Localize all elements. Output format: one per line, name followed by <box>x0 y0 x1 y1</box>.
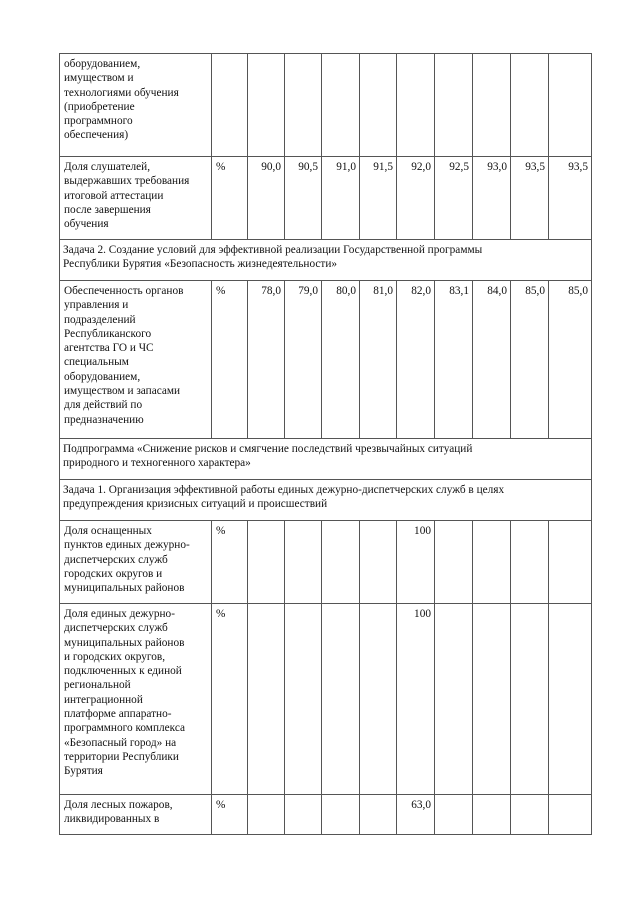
value-cell <box>360 795 397 835</box>
value-cell: 93,5 <box>511 157 549 240</box>
value-cell <box>473 604 511 795</box>
value-cell <box>473 795 511 835</box>
value-cell: 93,0 <box>473 157 511 240</box>
indicator-name: Доля оснащенных пунктов единых дежурно- диспетчерских служб городских округов и муниципальных районов <box>60 521 212 604</box>
value-cell <box>248 604 285 795</box>
value-cell: 100 <box>397 604 435 795</box>
indicator-unit: % <box>212 795 248 835</box>
value-cell <box>248 795 285 835</box>
value-cell <box>511 604 549 795</box>
value-cell: 92,5 <box>435 157 473 240</box>
indicator-name: Доля единых дежурно- диспетчерских служб муниципальных районов и городских округов, подключенных к единой региональной интеграционной платформе аппаратно- программного комплекса «Безопасный город» на территории Республики Бурятия <box>60 604 212 795</box>
value-cell: 90,5 <box>285 157 322 240</box>
indicator-name: оборудованием, имуществом и технологиями обучения (приобретение программного обеспечения) <box>60 54 212 157</box>
table-row <box>60 439 592 480</box>
indicator-unit: % <box>212 281 248 439</box>
subprogram-heading: Подпрограмма «Снижение рисков и смягчение последствий чрезвычайных ситуаций природного и техногенного характера» <box>60 439 592 480</box>
indicator-unit: % <box>212 604 248 795</box>
value-cell: 83,1 <box>435 281 473 439</box>
value-cell: 80,0 <box>322 281 360 439</box>
table-row <box>60 157 592 240</box>
table-row <box>60 54 592 157</box>
value-cell <box>360 54 397 157</box>
value-cell <box>322 54 360 157</box>
task-heading: Задача 1. Организация эффективной работы единых дежурно-диспетчерских служб в целях предупреждения кризисных ситуаций и происшествий <box>60 480 592 521</box>
value-cell <box>473 54 511 157</box>
value-cell <box>511 521 549 604</box>
table-row <box>60 521 592 604</box>
value-cell <box>285 521 322 604</box>
indicator-name: Доля слушателей, выдержавших требования итоговой аттестации после завершения обучения <box>60 157 212 240</box>
value-cell <box>435 795 473 835</box>
indicator-unit <box>212 54 248 157</box>
value-cell <box>285 604 322 795</box>
value-cell: 84,0 <box>473 281 511 439</box>
table-row <box>60 604 592 795</box>
table-row <box>60 480 592 521</box>
value-cell <box>285 795 322 835</box>
value-cell: 90,0 <box>248 157 285 240</box>
indicator-name: Обеспеченность органов управления и подразделений Республиканского агентства ГО и ЧС специальным оборудованием, имуществом и запасами для действий по предназначению <box>60 281 212 439</box>
value-cell <box>549 54 592 157</box>
value-cell: 100 <box>397 521 435 604</box>
value-cell <box>549 521 592 604</box>
value-cell <box>248 521 285 604</box>
value-cell <box>360 604 397 795</box>
value-cell: 81,0 <box>360 281 397 439</box>
table-row <box>60 281 592 439</box>
value-cell: 85,0 <box>511 281 549 439</box>
value-cell <box>511 54 549 157</box>
indicator-name: Доля лесных пожаров, ликвидированных в <box>60 795 212 835</box>
value-cell: 63,0 <box>397 795 435 835</box>
value-cell: 91,5 <box>360 157 397 240</box>
value-cell <box>248 54 285 157</box>
value-cell <box>473 521 511 604</box>
indicator-unit: % <box>212 157 248 240</box>
value-cell <box>322 795 360 835</box>
value-cell <box>549 604 592 795</box>
value-cell: 93,5 <box>549 157 592 240</box>
value-cell <box>322 604 360 795</box>
value-cell <box>285 54 322 157</box>
value-cell <box>435 521 473 604</box>
value-cell <box>435 54 473 157</box>
value-cell <box>397 54 435 157</box>
table-row <box>60 795 592 835</box>
value-cell <box>511 795 549 835</box>
value-cell <box>360 521 397 604</box>
value-cell: 85,0 <box>549 281 592 439</box>
value-cell <box>322 521 360 604</box>
value-cell: 79,0 <box>285 281 322 439</box>
task-heading: Задача 2. Создание условий для эффективной реализации Государственной программы Республики Бурятия «Безопасность жизнедеятельности» <box>60 240 592 281</box>
indicator-unit: % <box>212 521 248 604</box>
value-cell: 92,0 <box>397 157 435 240</box>
value-cell: 82,0 <box>397 281 435 439</box>
table-row <box>60 240 592 281</box>
value-cell: 91,0 <box>322 157 360 240</box>
value-cell <box>435 604 473 795</box>
value-cell <box>549 795 592 835</box>
indicators-table <box>59 53 592 835</box>
value-cell: 78,0 <box>248 281 285 439</box>
